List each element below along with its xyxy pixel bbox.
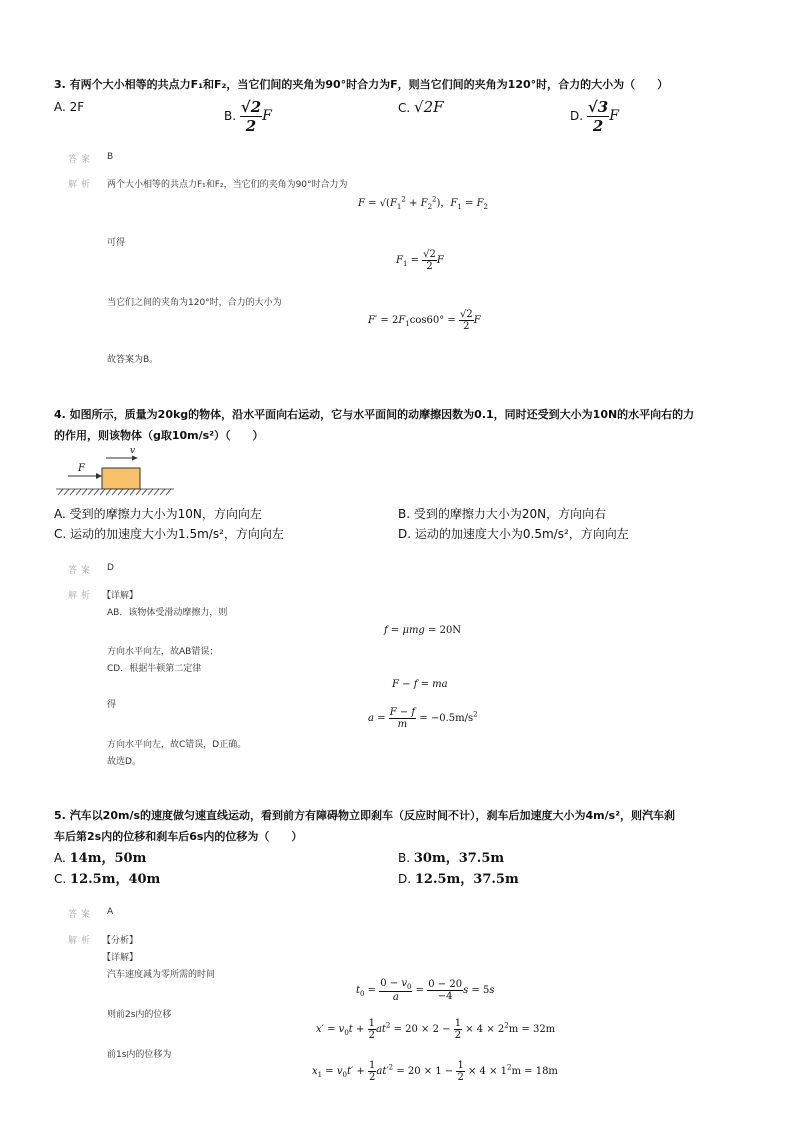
q5-option-d[interactable]: D. 12.5m，37.5m <box>398 872 519 887</box>
velocity-arrow <box>106 456 138 461</box>
q3-analysis-line-4: 故答案为B。 <box>107 355 159 365</box>
ground-hatching <box>56 489 174 495</box>
q4-stem-line-1: 4. 如图所示，质量为20kg的物体，沿水平面向右运动，它与水平面间的动摩擦因数为0.1，同时还受到大小为10N的水平向右的力 <box>54 408 695 421</box>
q5-option-b[interactable]: B. 30m，37.5m <box>398 851 505 866</box>
q3-option-d[interactable]: D. $\frac{√3}{2}$ F <box>570 98 619 135</box>
q5-answer: A <box>107 907 114 917</box>
q3-option-a[interactable]: A. 2F <box>54 100 85 114</box>
q4-analysis-label: 解析 <box>68 591 95 601</box>
q3-formula-1: $F = √(F_1^2 + F_2^2)$，$F_1 = F_2$ <box>358 195 488 211</box>
q3-formula-3: $F' = 2F_1\cos 60^\circ$ = $\frac{√2}{2}$ F <box>368 309 481 332</box>
velocity-label: v <box>130 446 136 456</box>
q4-formula-2: F − f = ma <box>392 679 448 690</box>
q5-stem-line-2: 车后第2s内的位移和刹车后6s内的位移为（ ） <box>54 830 303 843</box>
q4-figure <box>54 446 184 502</box>
q3-number: 3. <box>54 78 66 91</box>
q3-option-b[interactable]: B. $\frac{√2}{2}$ F <box>224 98 272 135</box>
q3-analysis-line-3: 当它们之间的夹角为120°时，合力的大小为 <box>107 298 282 308</box>
q4-formula-3: a = $\frac{F - f}{m}$ = $-0.5m/s^2$ <box>368 707 478 730</box>
force-label: F <box>78 463 85 474</box>
q5-number: 5. <box>54 809 66 822</box>
q5-analysis-line-4: 则前2s内的位移 <box>107 1010 172 1020</box>
q5-formula-3: $x_1 = v_0t'$ + $\frac{1}{2}$ $at'^2 = 20 \times 1$ − $\frac{1}{2}$ × $4 \times 1^2m = 18m$ <box>312 1060 558 1083</box>
q5-option-a[interactable]: A. 14m，50m <box>54 851 147 866</box>
q4-analysis-line-6: 方向水平向左，故C错误，D正确。 <box>107 740 247 750</box>
q4-number: 4. <box>54 408 66 421</box>
q3-text: 有两个大小相等的共点力F₁和F₂，当它们间的夹角为90°时合力为F，则当它们间的夹角为120°时，合力的大小为（ ） <box>69 78 669 91</box>
q4-analysis-line-4: CD．根据牛顿第二定律 <box>107 664 202 674</box>
q5-option-c[interactable]: C. 12.5m，40m <box>54 872 161 887</box>
q4-answer: D <box>107 563 114 573</box>
q5-analysis-line-2: 【详解】 <box>102 953 139 963</box>
q3-option-d-formula: $\frac{√3}{2}$ <box>587 98 609 135</box>
q4-analysis-line-1: 【详解】 <box>102 591 139 601</box>
q5-stem-line-1: 5. 汽车以20m/s的速度做匀速直线运动，看到前方有障碍物立即刹车（反应时间不计），刹车后加速度大小为4m/s²，则汽车刹 <box>54 809 676 822</box>
q3-answer-label: 答案 <box>68 155 95 165</box>
q4-option-d[interactable]: D. 运动的加速度大小为0.5m/s²，方向向左 <box>398 527 629 541</box>
q3-stem <box>54 74 754 96</box>
q3-analysis-line-2: 可得 <box>107 238 126 248</box>
q5-analysis-line-5: 前1s内的位移为 <box>107 1050 172 1060</box>
q4-formula-1: f = μmg = 20N <box>384 625 462 636</box>
q3-option-c-formula: √2F <box>414 98 444 116</box>
q4-option-a[interactable]: A. 受到的摩擦力大小为10N，方向向左 <box>54 507 262 521</box>
q5-analysis-line-3: 汽车速度减为零所需的时间 <box>107 970 216 980</box>
q5-formula-1: $t_0$ = $\frac{0 - v_0}{a}$ = $\frac{0 - 20}{-4}$ s = 5s <box>356 978 495 1003</box>
q4-analysis-line-3: 方向水平向左，故AB错误； <box>107 647 219 657</box>
q4-analysis-line-5: 得 <box>107 700 117 710</box>
q4-option-c[interactable]: C. 运动的加速度大小为1.5m/s²，方向向左 <box>54 527 284 541</box>
q3-option-b-formula: $\frac{√2}{2}$ <box>240 98 262 135</box>
q5-answer-label: 答案 <box>68 910 95 920</box>
q5-analysis-label: 解析 <box>68 936 95 946</box>
force-arrow <box>68 473 102 479</box>
q3-formula-2: $F_1$ = $\frac{√2}{2}$ F <box>396 249 444 272</box>
q3-analysis-line-1: 两个大小相等的共点力F₁和F₂，当它们的夹角为90°时合力为 <box>107 180 348 190</box>
q4-analysis-line-7: 故选D。 <box>107 757 141 767</box>
block <box>102 468 140 489</box>
q4-answer-label: 答案 <box>68 566 95 576</box>
q4-option-b[interactable]: B. 受到的摩擦力大小为20N，方向向右 <box>398 507 607 521</box>
q5-analysis-line-1: 【分析】 <box>102 936 139 946</box>
q5-formula-2: $x' = v_0t$ + $\frac{1}{2}$ $at^2 = 20 \times 2$ − $\frac{1}{2}$ × $4 \times 2^2m = 32m$ <box>316 1018 556 1041</box>
q3-option-c[interactable]: C. √2F <box>398 98 444 116</box>
q4-stem-line-2: 的作用，则该物体（g取10m/s²）（ ） <box>54 429 264 442</box>
q4-analysis-line-2: AB．该物体受滑动摩擦力，则 <box>107 608 228 618</box>
q3-analysis-label: 解析 <box>68 180 95 190</box>
q3-answer: B <box>107 152 114 162</box>
